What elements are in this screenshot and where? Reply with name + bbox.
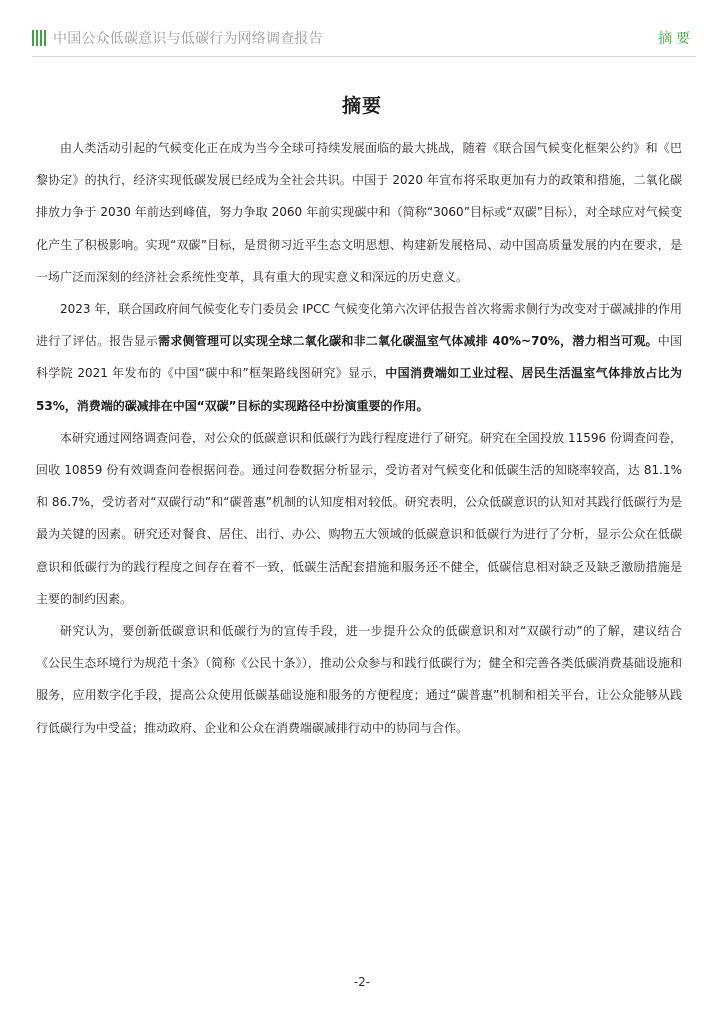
paragraph-text: 中国科学院 2021 年发布的《中国“碳中和”框架路线图研究》显示，: [36, 334, 682, 381]
paragraph-text: 由人类活动引起的气候变化正在成为当今全球可持续发展面临的最大挑战，随着《联合国气候变化框架公约》和《巴黎协定》的执行，经济实现低碳发展已经成为全社会共识。中国于 2020 年宣布将采取更加有力的政策和措施，二氧化碳排放力争于 2030 年前达到峰值，努力争取 2060 年前实现碳中和（简称“3060”目标或“双碳”目标），对全球应对气候变化产生了积极影响。实现“双碳”目标，是贯彻习近平生态文明思想、构建新发展格局、动中国高质量发展的内在要求，是一场广泛而深刻的经济社会系统性变革，具有重大的现实意义和深远的历史意义。: [36, 141, 682, 284]
page-number: -2-: [353, 975, 371, 989]
emphasized-text: 需求侧管理可以实现全球二氧化碳和非二氧化碳温室气体减排 40%~70%，潜力相当可观。: [158, 334, 658, 349]
paragraph: [36, 132, 682, 293]
paragraph-text: 2023 年，联合国政府间气候变化专门委员会 IPCC 气候变化第六次评估报告首次将需求侧行为改变对于碳减排的作用进行了评估。报告显示: [36, 302, 682, 349]
green-bars-icon: [32, 30, 46, 46]
paragraph-text: 研究认为，要创新低碳意识和低碳行为的宣传手段，进一步提升公众的低碳意识和对“双碳行动”的了解，建议结合《公民生态环境行为规范十条》（简称《公民十条》），推动公众参与和践行低碳行为；健全和完善各类低碳消费基础设施和服务，应用数字化手段，提高公众使用低碳基础设施和服务的方便程度；通过“碳普惠”机制和相关平台，让公众能够从践行低碳行为中受益；推动政府、企业和公众在消费端碳减排行动中的协同与合作。: [36, 624, 682, 735]
paragraph: [36, 615, 682, 744]
paragraph-text: 本研究通过网络调查问卷，对公众的低碳意识和低碳行为践行程度进行了研究。研究在全国投放 11596 份调查问卷，回收 10859 份有效调查问卷根据问卷。通过问卷数据分析显示，受访者对气候变化和低碳生活的知晓率较高，达 81.1%和 86.7%，受访者对“双碳行动”和“碳普惠”机制的认知度相对较低。研究表明，公众低碳意识的认知对其践行低碳行为是最为关键的因素。研究还对餐食、居住、出行、办公、购物五大领域的低碳意识和低碳行为进行了分析，显示公众在低碳意识和低碳行为的践行程度之间存在着不一致，低碳生活配套措施和服务还不健全，低碳信息相对缺乏及缺乏激励措施是主要的制约因素。: [36, 430, 682, 606]
page-title: 摘要: [341, 95, 382, 117]
abstract-body: [36, 132, 682, 744]
section-name: 摘要: [658, 31, 694, 47]
paragraph: [36, 422, 682, 615]
report-title: 中国公众低碳意识与低碳行为网络调查报告: [53, 31, 323, 47]
emphasized-text: 中国消费端如工业过程、居民生活温室气体排放占比为 53%，消费端的碳减排在中国“双碳”目标的实现路径中扮演重要的作用。: [36, 366, 682, 413]
paragraph: [36, 293, 682, 422]
running-header: [32, 27, 696, 51]
header-divider: [32, 56, 696, 57]
